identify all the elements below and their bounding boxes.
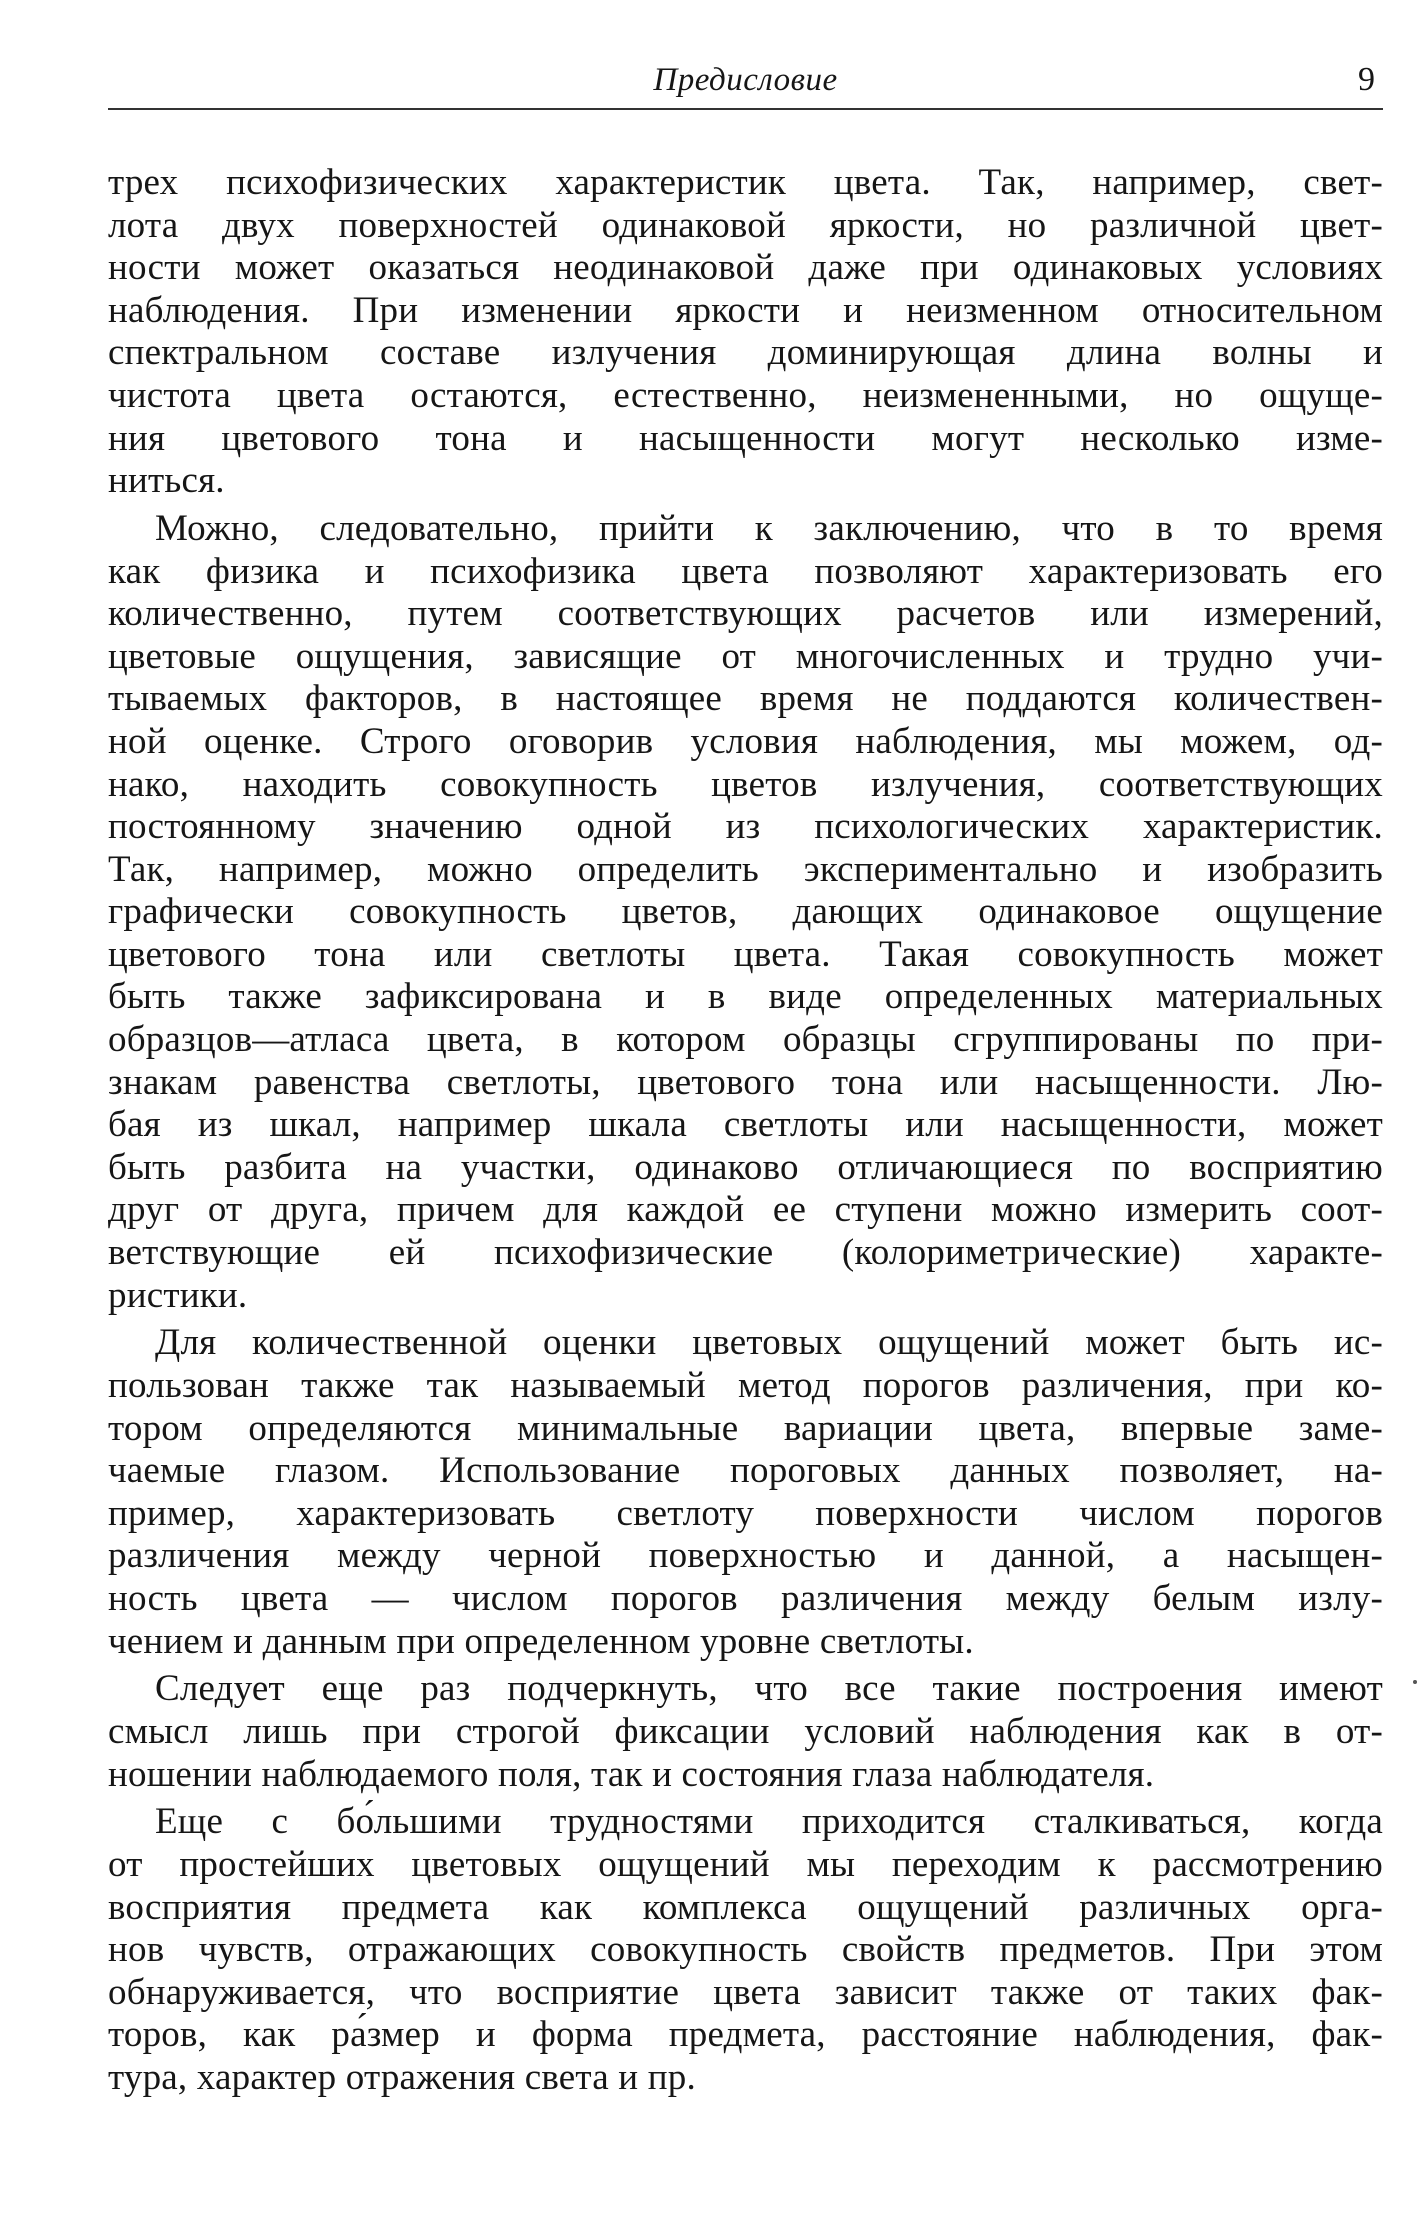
text-line: тором определяются минимальные вариации цвета, впервые заме-	[108, 1407, 1383, 1449]
paragraph	[108, 1668, 1383, 1796]
text-line: Можно, следовательно, прийти к заключению, что в то время	[155, 507, 1383, 549]
text-line: различения между черной поверхностью и данной, а насыщен-	[108, 1535, 1383, 1577]
text-line: ной оценке. Строго оговорив условия наблюдения, мы можем, од-	[108, 720, 1383, 762]
margin-mark	[1413, 1680, 1417, 1684]
text-line: чистота цвета остаются, естественно, неизмененными, но ощуще-	[108, 374, 1383, 416]
text-line: образцов—атласа цвета, в котором образцы сгруппированы по при-	[108, 1019, 1383, 1061]
text-line: чаемые глазом. Использование пороговых данных позволяет, на-	[108, 1450, 1383, 1492]
text-line: ниться.	[108, 460, 225, 502]
text-line: спектральном составе излучения доминирующая длина волны и	[108, 332, 1383, 374]
text-line: ношении наблюдаемого поля, так и состояния глаза наблюдателя.	[108, 1753, 1155, 1795]
running-header	[108, 52, 1383, 102]
text-line: от простейших цветовых ощущений мы переходим к рассмотрению	[108, 1843, 1383, 1885]
text-line: ния цветового тона и насыщенности могут несколько изме-	[108, 417, 1383, 459]
page-number: 9	[1358, 61, 1375, 98]
running-title: Предисловие	[653, 62, 838, 98]
text-line: смысл лишь при строгой фиксации условий наблюдения как в от-	[108, 1710, 1383, 1752]
text-line: цветового тона или светлоты цвета. Такая совокупность может	[108, 933, 1383, 975]
text-line: трех психофизических характеристик цвета. Так, например, свет-	[108, 162, 1383, 203]
text-line: друг от друга, причем для каждой ее ступени можно измерить соот-	[108, 1189, 1383, 1231]
text-line: ности может оказаться неодинаковой даже при одинаковых условиях	[108, 247, 1383, 289]
text-line: восприятия предмета как комплекса ощущений различных орга-	[108, 1886, 1383, 1928]
text-line: Для количественной оценки цветовых ощущений может быть ис-	[155, 1322, 1383, 1364]
text-line: Так, например, можно определить экспериментально и изобразить	[108, 848, 1383, 890]
text-line: знакам равенства светлоты, цветового тона или насыщенности. Лю-	[108, 1061, 1383, 1103]
text-line: торов, как ра́змер и форма предмета, расстояние наблюдения, фак-	[108, 2014, 1383, 2056]
text-line: ристики.	[108, 1274, 248, 1316]
text-line: быть разбита на участки, одинаково отличающиеся по восприятию	[108, 1146, 1383, 1188]
text-line: пример, характеризовать светлоту поверхности числом порогов	[108, 1492, 1383, 1534]
text-line: обнаруживается, что восприятие цвета зависит также от таких фак-	[108, 1971, 1383, 2013]
text-line: нов чувств, отражающих совокупность свойств предметов. При этом	[108, 1929, 1383, 1971]
text-line: количественно, путем соответствующих расчетов или измерений,	[108, 593, 1383, 635]
text-line: Следует еще раз подчеркнуть, что все такие построения имеют	[155, 1668, 1383, 1710]
text-line: бая из шкал, например шкала светлоты или насыщенности, может	[108, 1104, 1383, 1146]
text-line: цветовые ощущения, зависящие от многочисленных и трудно учи-	[108, 635, 1383, 677]
text-line: тура, характер отражения света и пр.	[108, 2056, 696, 2098]
text-line: как физика и психофизика цвета позволяют характеризовать его	[108, 550, 1383, 592]
text-line: лота двух поверхностей одинаковой яркости, но различной цвет-	[108, 204, 1383, 246]
text-line: Еще с бо́льшими трудностями приходится сталкиваться, когда	[155, 1801, 1383, 1843]
text-line: наблюдения. При изменении яркости и неизменном относительном	[108, 289, 1383, 331]
text-line: постоянному значению одной из психологических характеристик.	[108, 806, 1383, 848]
text-line: пользован также так называемый метод порогов различения, при ко-	[108, 1365, 1383, 1406]
text-line: быть также зафиксирована и в виде определенных материальных	[108, 976, 1383, 1018]
text-line: ветствующие ей психофизические (колориметрические) характе-	[108, 1232, 1383, 1274]
paragraph	[108, 1322, 1383, 1663]
paragraph	[108, 1801, 1383, 2099]
paragraph	[108, 162, 1383, 503]
text-line: чением и данным при определенном уровне светлоты.	[108, 1620, 974, 1662]
text-line: нако, находить совокупность цветов излучения, соответствующих	[108, 763, 1383, 805]
text-line: графически совокупность цветов, дающих одинаковое ощущение	[108, 891, 1383, 933]
paragraph	[108, 508, 1383, 1317]
text-line: ность цвета — числом порогов различения между белым излу-	[108, 1577, 1383, 1619]
text-line: тываемых факторов, в настоящее время не поддаются количествен-	[108, 678, 1383, 720]
body-text	[108, 162, 1383, 2105]
header-rule	[108, 108, 1383, 110]
